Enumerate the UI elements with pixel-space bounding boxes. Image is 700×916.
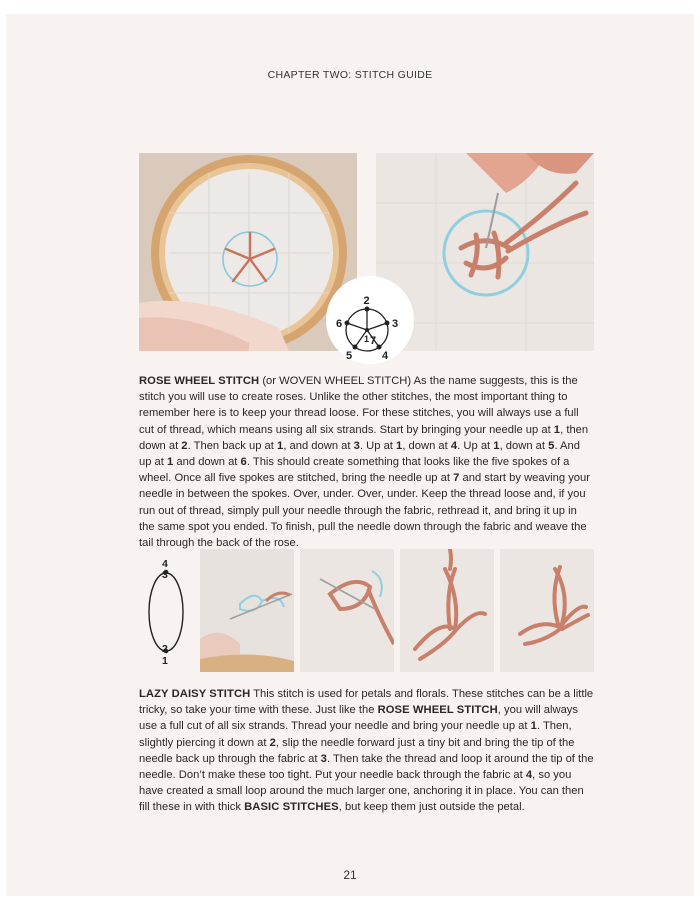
rose-wheel-paragraph: ROSE WHEEL STITCH (or WOVEN WHEEL STITCH) As the name suggests, this is the stitch you will use to create roses. Unlike the other stitches, the most important thing to remember here is to keep your thread loose. For these stitches, you will always use a full cut of thread, which means using all six strands. Start by bringing your needle up at 1, then down at 2. Then back up at 1, and down at 3. Up at 1, down at 4. Up at 1, down at 5. And up at 1 and down at 6. This should create something that looks like the five spokes of a wheel. Once all five spokes are stitched, bring the needle up at 7 and start by weaving your needle in between the spokes. Over, under. Over, under. Keep the thread loose and, if you run out of thread, simply pull your needle through the fabric, rethread it, and bring it up in the same spot you ended. To finish, pull the needle down through the fabric and weave the tail through the back of the rose. xyxy=(139,375,590,550)
diagram-label-2: 2 xyxy=(363,295,370,307)
daisy-label-2: 2 xyxy=(162,643,168,655)
diagram-label-6: 6 xyxy=(336,318,343,330)
page-number: 21 xyxy=(343,868,357,882)
diagram-label-7: 7 xyxy=(370,335,377,347)
book-page xyxy=(6,14,694,896)
daisy-label-4: 4 xyxy=(162,558,168,570)
diagram-label-5: 5 xyxy=(346,350,353,362)
diagram-label-1: 1 xyxy=(364,334,370,344)
daisy-label-1: 1 xyxy=(162,655,168,667)
diagram-label-3: 3 xyxy=(392,318,399,330)
chapter-header: CHAPTER TWO: STITCH GUIDE xyxy=(267,69,433,81)
photo-daisy-step-2 xyxy=(300,549,394,672)
diagram-label-4: 4 xyxy=(382,350,389,362)
photo-daisy-step-1 xyxy=(200,549,294,672)
rose-wheel-diagram xyxy=(326,276,414,364)
daisy-label-3: 3 xyxy=(162,569,168,581)
photo-hoop-wheel-spokes xyxy=(139,153,357,351)
lazy-daisy-paragraph: LAZY DAISY STITCH This stitch is used for petals and florals. These stitches can be a little tricky, so take your time with these. Just like the ROSE WHEEL STITCH, you will always use a full cut of all six strands. Thread your needle and bring your needle up at 1. Then, slightly piercing it down at 2, slip the needle forward just a tiny bit and bring the tip of the needle back up through the fabric at 3. Then take the thread and loop it around the tip of the needle. Don’t make these too tight. Put your needle back through the fabric at 4, so you have created a small loop around the much larger one, anchoring it in place. You can then fill these in with thick BASIC STITCHES, but keep them just outside the petal. xyxy=(139,688,594,814)
photo-daisy-step-3 xyxy=(400,549,494,672)
lazy-daisy-diagram xyxy=(140,554,190,674)
photo-daisy-step-4 xyxy=(500,549,594,672)
